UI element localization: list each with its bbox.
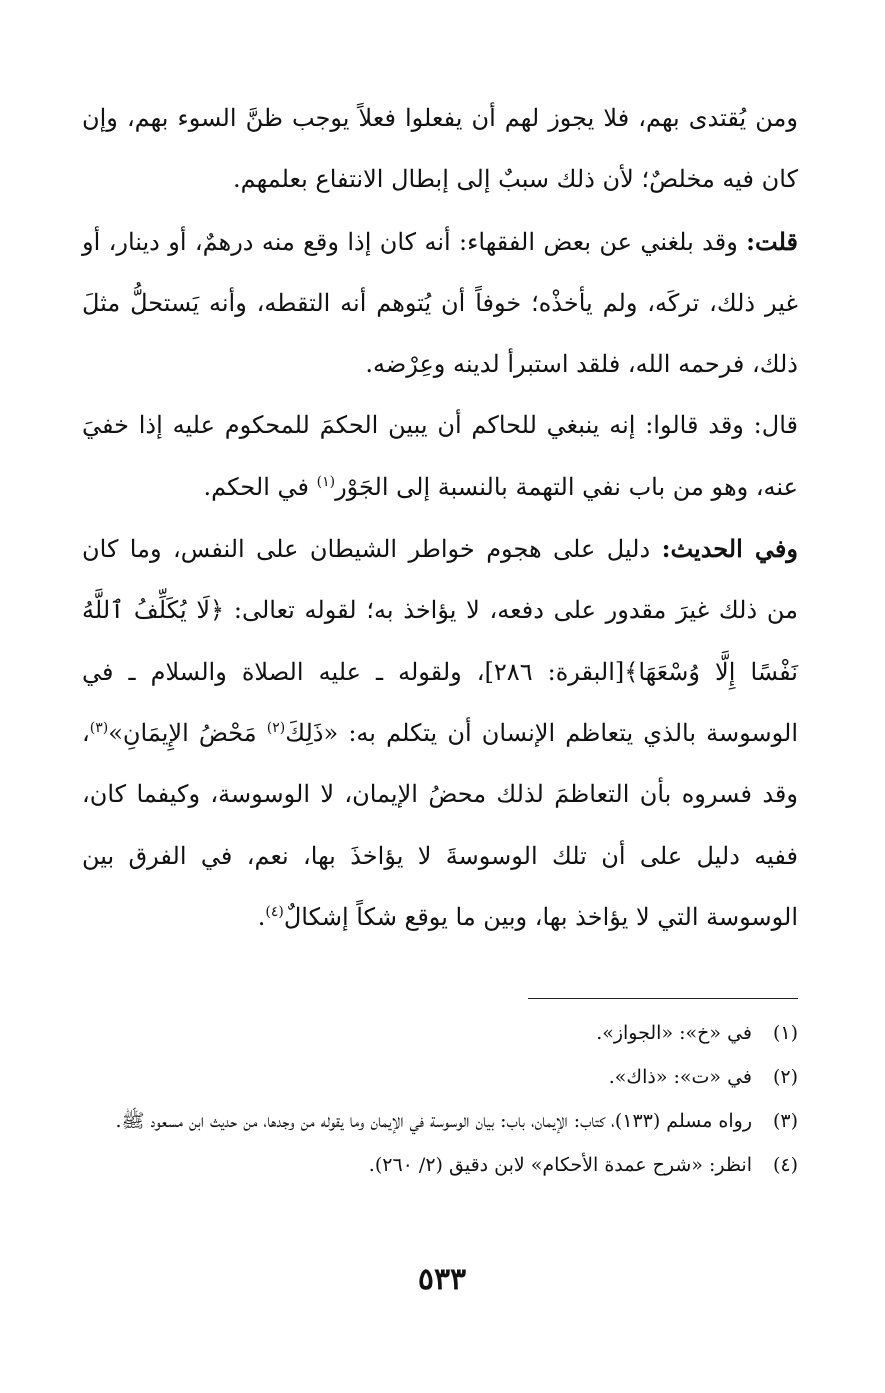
footnote-text: انظر: «شرح عمدة الأحكام» لابن دقيق (٢/ ٢٦٠). (368, 1154, 752, 1176)
paragraph-4-text-cont: ، وقد فسروه بأن التعاظمَ لذلك محضُ الإيمان، لا الوسوسة، وكيفما كان، ففيه دليل على أن تلك الوسوسةَ لا يؤاخذَ بها، نعم، في الفرق بين الوسوسة التي لا يؤاخذ بها، وبين ما يوقع شكاً إشكالٌ (82, 718, 798, 931)
footnote-ref-2: (٢) (266, 719, 286, 736)
paragraph-2 (82, 211, 798, 396)
footnotes (82, 1016, 798, 1192)
footnote-number: (٣) (772, 1110, 798, 1132)
paragraph-2-lead: قلت: (746, 226, 798, 256)
footnote-1 (82, 1016, 798, 1050)
footnote-divider (528, 998, 798, 999)
paragraph-4-text-end: . (257, 902, 266, 931)
footnote-4 (82, 1148, 798, 1182)
paragraph-4-text: دليل على هجوم خواطر الشيطان على النفس، وما كان من ذلك غيرَ مقدور على دفعه، لا يؤاخذ به؛ لقوله تعالى: ﴿لَا يُكَلِّفُ ٱللَّهُ نَفْسًا إِلَّا وُسْعَهَا﴾[البقرة: ٢٨٦]، ولقوله ـ عليه الصلاة والسلام ـ في الوسوسة بالذي يتعاظم الإنسان أن يتكلم به: «ذَلِكَ (82, 535, 799, 747)
footnote-ref-4: (٤) (265, 903, 284, 920)
footnote-2 (82, 1060, 798, 1094)
page-number: ٥٣٣ (417, 1262, 467, 1297)
paragraph-1-text: ومن يُقتدى بهم، فلا يجوز لهم أن يفعلوا فعلاً يوجب ظنَّ السوء بهم، وإن كان فيه مخلصٌ؛ لأن ذلك سببٌ إلى إبطال الانتفاع بعلمهم. (82, 104, 798, 194)
footnote-ref-3: (٣) (89, 719, 109, 736)
paragraph-1 (82, 88, 798, 211)
paragraph-4-hadith: مَحْضُ الإِيمَانِ» (108, 718, 267, 747)
footnote-3 (82, 1104, 798, 1138)
footnote-text: رواه مسلم (١٣٣)، كتاب: الإيمان، باب: بيان الوسوسة في الإيمان وما يقوله من وجدها، من حديث ابن مسعود ﷺ. (115, 1110, 752, 1132)
paragraph-3 (82, 395, 798, 518)
paragraph-3-text-end: في الحكم. (203, 472, 317, 501)
footnote-text: في «ت»: «ذاك». (608, 1066, 752, 1088)
footnote-ref-1: (١) (316, 473, 336, 490)
paragraph-4-lead: وفي الحديث: (661, 534, 798, 564)
main-text (82, 88, 798, 948)
paragraph-2-text: وقد بلغني عن بعض الفقهاء: أنه كان إذا وقع منه درهمٌ، أو دينار، أو غير ذلك، تركَه، ولم يأخذْه؛ خوفاً أن يُتوهم أنه التقطه، وأنه يَستحلُّ مثلَ ذلك، فرحمه الله، فلقد استبرأ لدينه وعِرْضه. (82, 227, 798, 379)
footnote-text: في «خ»: «الجواز». (596, 1022, 752, 1044)
footnote-number: (١) (772, 1022, 798, 1044)
paragraph-4 (82, 518, 798, 948)
footnote-number: (٢) (772, 1066, 798, 1088)
paragraph-3-text: قال: وقد قالوا: إنه ينبغي للحاكم أن يبين الحكمَ للمحكوم عليه إذا خفيَ عنه، وهو من باب نفي التهمة بالنسبة إلى الجَوْر (82, 411, 798, 501)
footnote-number: (٤) (772, 1154, 798, 1176)
